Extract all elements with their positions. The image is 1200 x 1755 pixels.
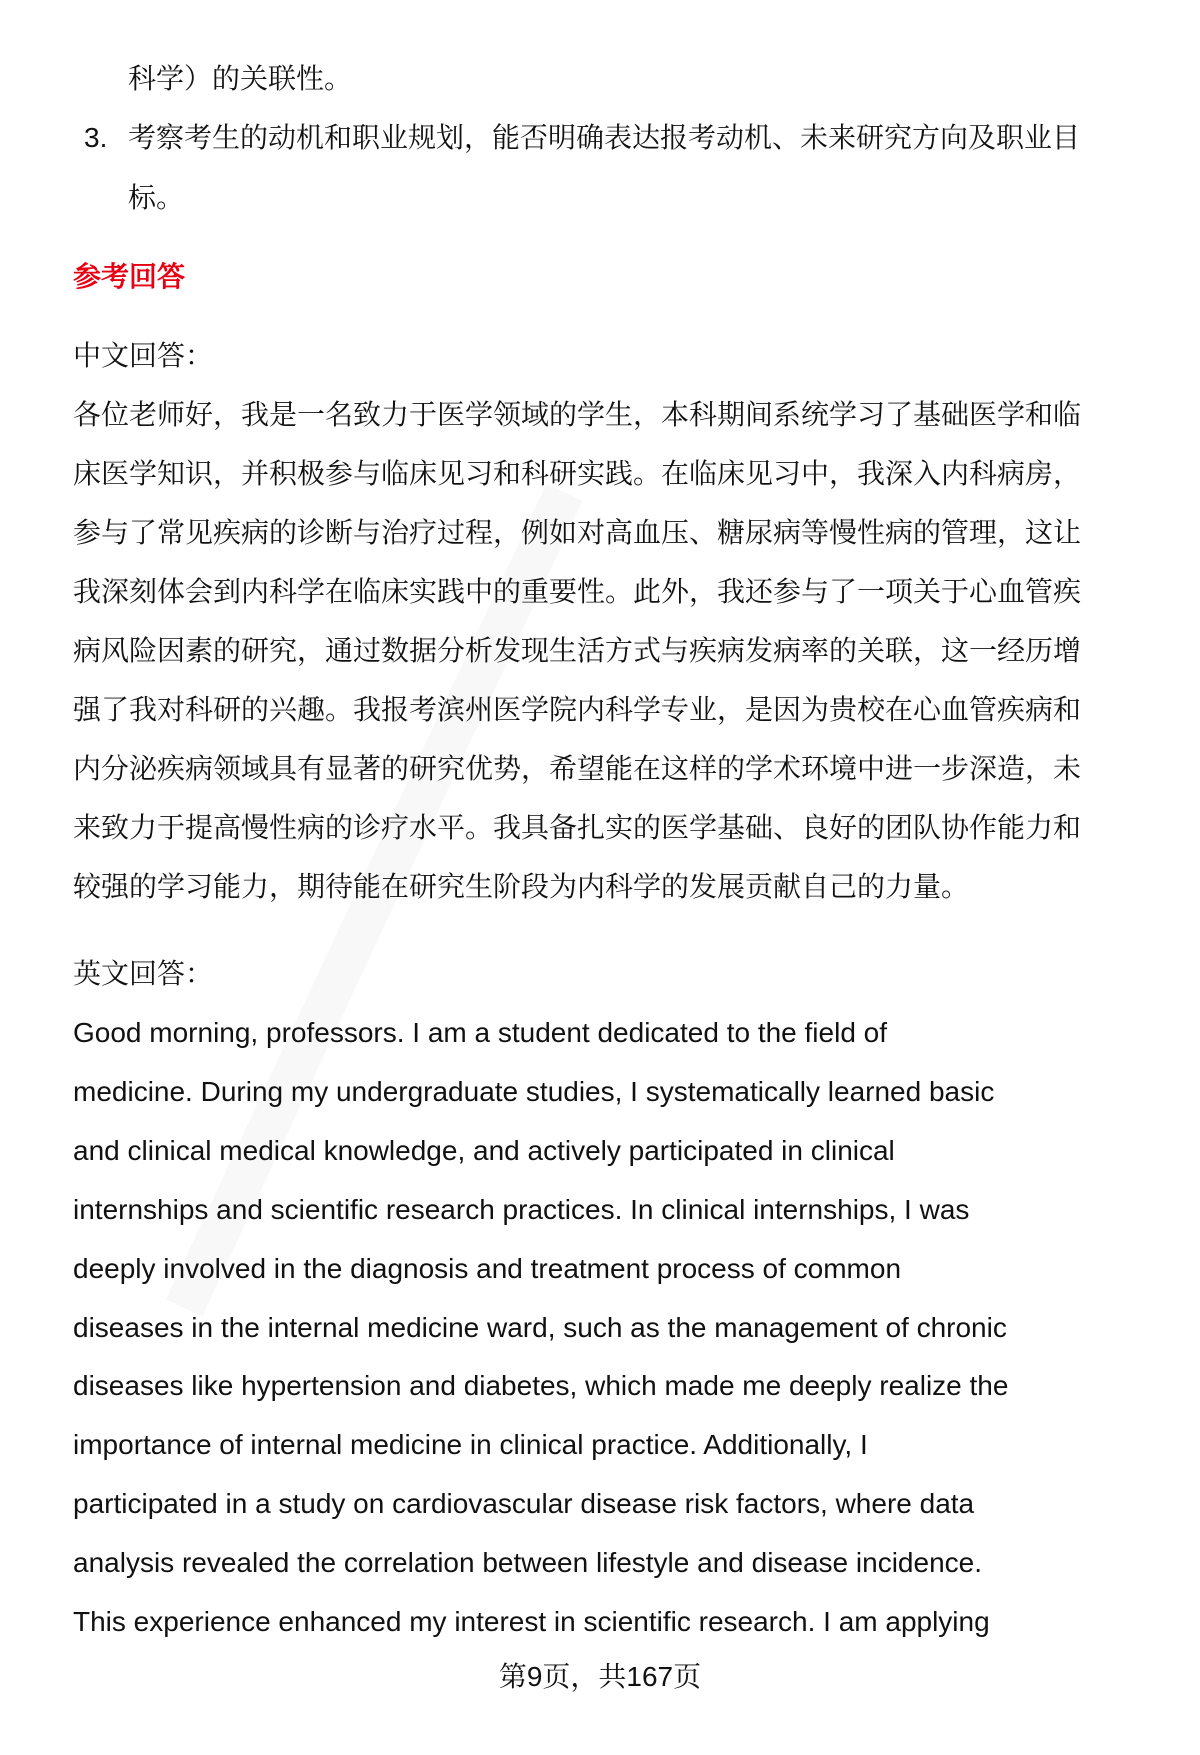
english-answer-line: analysis revealed the correlation between lifestyle and disease incidence. xyxy=(73,1547,982,1579)
chinese-answer-line: 内分泌疾病领域具有显著的研究优势，希望能在这样的学术环境中进一步深造，未 xyxy=(73,753,1082,784)
chinese-answer-line: 较强的学习能力，期待能在研究生阶段为内科学的发展贡献自己的力量。 xyxy=(73,871,970,902)
list-item-text: 标。 xyxy=(128,182,185,213)
list-continuation: 科学）的关联性。 xyxy=(128,63,353,94)
chinese-answer-line: 我深刻体会到内科学在临床实践中的重要性。此外，我还参与了一项关于心血管疾 xyxy=(73,576,1082,607)
english-answer-line: and clinical medical knowledge, and actively participated in clinical xyxy=(73,1134,895,1166)
chinese-answer-line: 强了我对科研的兴趣。我报考滨州医学院内科学专业，是因为贵校在心血管疾病和 xyxy=(73,694,1082,725)
english-answer-label: 英文回答： xyxy=(73,958,214,989)
chinese-answer-line: 各位老师好，我是一名致力于医学领域的学生，本科期间系统学习了基础医学和临 xyxy=(73,399,1082,430)
english-answer-line: importance of internal medicine in clinical practice. Additionally, I xyxy=(73,1429,868,1461)
chinese-answer-line: 来致力于提高慢性病的诊疗水平。我具备扎实的医学基础、良好的团队协作能力和 xyxy=(73,812,1082,843)
chinese-answer-label: 中文回答： xyxy=(73,340,214,371)
chinese-answer-line: 病风险因素的研究，通过数据分析发现生活方式与疾病发病率的关联，这一经历增 xyxy=(73,635,1082,666)
english-answer-line: This experience enhanced my interest in scientific research. I am applying xyxy=(73,1606,990,1637)
english-answer-line: participated in a study on cardiovascular disease risk factors, where data xyxy=(73,1488,975,1520)
english-answer-line: medicine. During my undergraduate studies, I systematically learned basic xyxy=(73,1075,995,1107)
list-number: 3. xyxy=(84,122,108,153)
english-answer-line: Good morning, professors. I am a student dedicated to the field of xyxy=(73,1017,888,1048)
english-answer-line: deeply involved in the diagnosis and treatment process of common xyxy=(73,1252,902,1284)
list-item-text: 考察考生的动机和职业规划，能否明确表达报考动机、未来研究方向及职业目 xyxy=(128,122,1081,153)
chinese-answer-line: 参与了常见疾病的诊断与治疗过程，例如对高血压、糖尿病等慢性病的管理，这让 xyxy=(73,517,1082,548)
english-answer-line: internships and scientific research practices. In clinical internships, I was xyxy=(73,1193,970,1225)
english-answer-line: diseases in the internal medicine ward, such as the management of chronic xyxy=(73,1311,1007,1343)
section-heading: 参考回答 xyxy=(73,261,186,292)
page-footer: 第9页，共167页 xyxy=(498,1661,702,1692)
english-answer-line: diseases like hypertension and diabetes, which made me deeply realize the xyxy=(73,1370,1009,1402)
chinese-answer-line: 床医学知识，并积极参与临床见习和科研实践。在临床见习中，我深入内科病房， xyxy=(73,458,1082,489)
